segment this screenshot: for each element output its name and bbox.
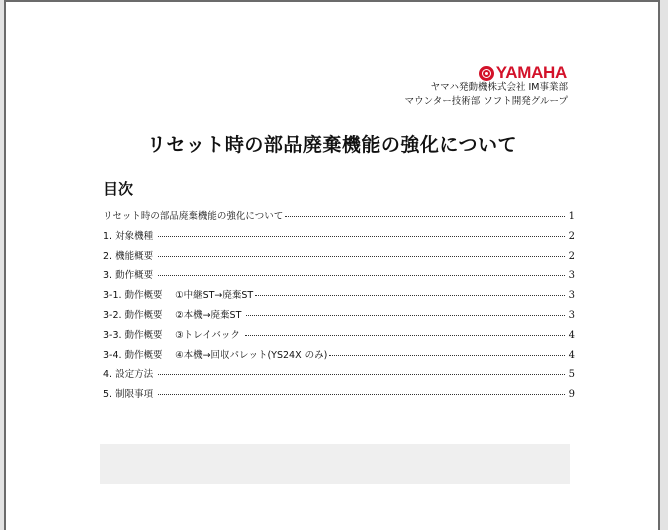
toc-entry-page: 1: [568, 211, 575, 222]
toc-entry-label: 3-1. 動作概要 ①中継ST→廃棄ST: [103, 290, 254, 302]
yamaha-tuning-fork-emblem-icon: [479, 66, 494, 81]
toc-entry[interactable]: [103, 267, 575, 287]
table-of-contents: [103, 208, 575, 406]
toc-heading: 目次: [103, 180, 134, 198]
toc-leader-dots: [246, 315, 565, 316]
toc-leader-dots: [158, 275, 565, 276]
logo-text: YAMAHA: [495, 63, 567, 82]
toc-entry[interactable]: [103, 208, 575, 228]
toc-entry[interactable]: [103, 248, 575, 268]
document-title: リセット時の部品廃棄機能の強化について: [147, 134, 517, 156]
toc-leader-dots: [285, 216, 565, 217]
toc-entry-page: 3: [568, 270, 575, 282]
toc-entry-page: 9: [568, 389, 575, 401]
company-logo: [479, 64, 567, 82]
toc-leader-dots: [158, 374, 565, 375]
toc-entry-page: 5: [568, 369, 575, 381]
toc-entry-label: 1. 対象機種: [103, 230, 157, 242]
toc-leader-dots: [158, 394, 565, 395]
company-division: ヤマハ発動機株式会社 IM事業部: [430, 82, 568, 93]
toc-entry[interactable]: [103, 386, 575, 406]
toc-leader-dots: [158, 236, 565, 237]
document-page: [4, 0, 660, 530]
toc-entry-page: 2: [568, 230, 575, 242]
toc-entry-page: 4: [568, 349, 575, 361]
toc-entry[interactable]: [103, 307, 575, 327]
toc-entry-label: 4. 設定方法: [103, 369, 157, 381]
toc-entry-page: 3: [568, 290, 575, 302]
toc-entry-page: 2: [568, 250, 575, 262]
company-department: マウンター技術部 ソフト開発グループ: [404, 96, 568, 107]
viewer-scroll-track[interactable]: [662, 0, 668, 511]
toc-leader-dots: [255, 295, 565, 296]
toc-entry-label: 2. 機能概要: [103, 250, 157, 262]
toc-entry-label: 5. 制限事項: [103, 389, 157, 401]
toc-entry[interactable]: [103, 347, 575, 367]
toc-entry-label: 3-2. 動作概要 ②本機→廃棄ST: [103, 309, 245, 321]
toc-entry[interactable]: [103, 366, 575, 386]
toc-entry[interactable]: [103, 228, 575, 248]
toc-leader-dots: [158, 256, 565, 257]
toc-entry-label: 3. 動作概要: [103, 270, 157, 282]
toc-entry-page: 4: [568, 329, 575, 341]
shaded-placeholder-box: [100, 444, 570, 484]
toc-entry-label: 3-3. 動作概要 ③トレイバック: [103, 329, 243, 341]
toc-entry[interactable]: [103, 287, 575, 307]
toc-entry-label: リセット時の部品廃棄機能の強化について: [103, 211, 284, 222]
toc-entry[interactable]: [103, 327, 575, 347]
toc-leader-dots: [245, 335, 565, 336]
toc-entry-page: 3: [568, 309, 575, 321]
toc-leader-dots: [329, 355, 565, 356]
toc-entry-label: 3-4. 動作概要 ④本機→回収パレット(YS24X のみ): [103, 349, 328, 361]
